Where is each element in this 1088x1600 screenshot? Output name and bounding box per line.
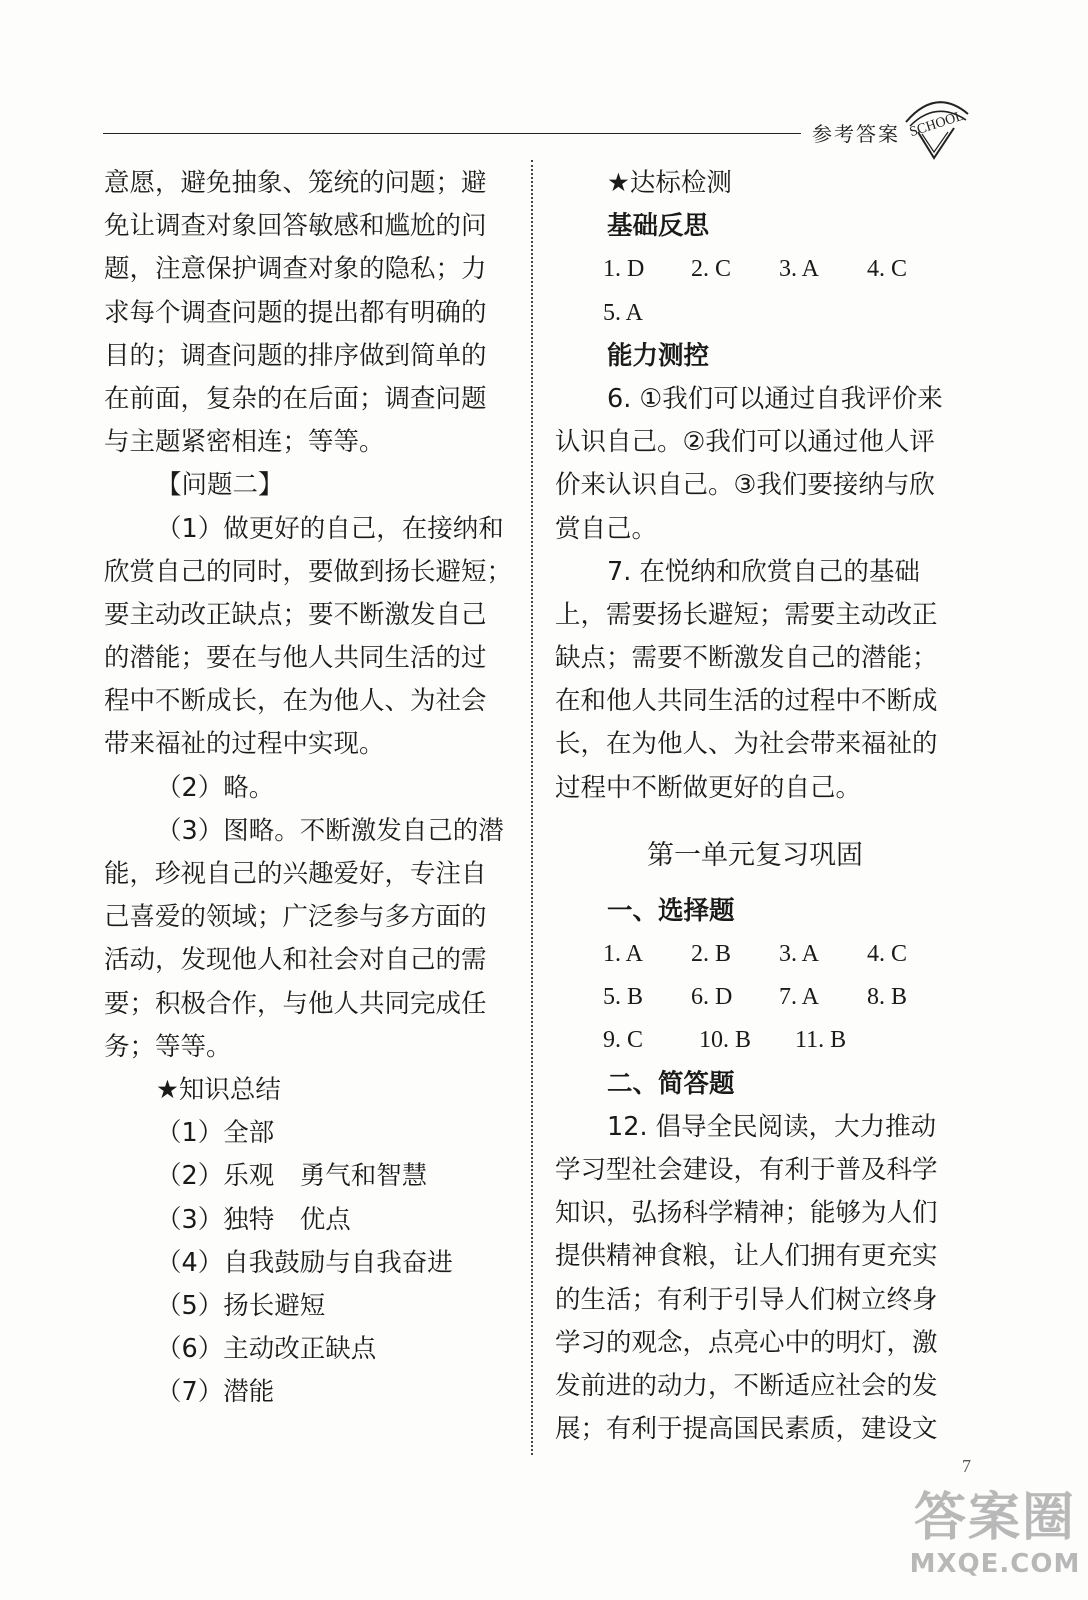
text-line: 【问题二】 [156,470,284,501]
text-line: 的潜能；要在与他人共同生活的过 [104,643,487,674]
header-rule [103,133,801,134]
subheading-basic: 基础反思 [607,211,710,242]
answer-item: 2. B [691,941,732,967]
text-line: 的生活；有利于引导人们树立终身 [555,1284,938,1315]
answer-item: 9. C [603,1027,644,1054]
answer-text [555,1106,955,1452]
text-line: （1）全部 [156,1118,275,1149]
text-line: 发前进的动力，不断适应社会的发 [555,1370,938,1401]
answer-item: 10. B [699,1027,752,1054]
school-logo-icon [896,92,976,164]
text-line: 与主题紧密相连；等等。 [104,427,385,458]
answer-grid [555,248,955,334]
text-line: （4）自我鼓励与自我奋进 [156,1247,453,1278]
section-heading: ★达标检测 [607,168,732,198]
text-line: 在和他人共同生活的过程中不断成 [555,686,938,717]
answer-row [555,933,955,976]
text-line: 程中不断成长，在为他人、为社会 [104,686,487,717]
text-line: 6. ①我们可以通过自我评价来 [607,383,943,414]
answer-item: 5. B [603,984,644,1011]
text-line: （2）略。 [156,772,275,803]
answer-item: 1. A [603,941,644,967]
text-line: 认识自己。②我们可以通过他人评 [555,427,935,458]
text-line: 上，需要扬长避短；需要主动改正 [555,599,938,630]
text-line: （3）图略。不断激发自己的潜 [156,815,504,846]
text-line: 意愿，避免抽象、笼统的问题；避 [104,168,487,198]
text-line: 欣赏自己的同时，要做到扬长避短； [104,556,513,587]
answer-item: 3. A [779,256,820,283]
text-line: 知识，弘扬科学精神；能够为人们 [555,1198,938,1229]
text-line: 要；积极合作，与他人共同完成任 [104,988,487,1019]
text-line: 学习型社会建设，有利于普及科学 [555,1154,938,1185]
answer-row [555,1019,955,1062]
subheading-ability: 能力测控 [607,340,710,371]
unit-title: 第一单元复习巩固 [647,839,863,871]
text-line: （5）扬长避短 [156,1290,326,1321]
answer-item: 5. A [603,299,644,326]
text-line: 能，珍视自己的兴趣爱好，专注自 [104,859,487,889]
answer-item: 3. A [779,941,820,967]
text-line: （3）独特 优点 [156,1204,351,1235]
watermark-url: MXQE.COM [909,1549,1081,1579]
text-line: 务；等等。 [104,1031,232,1062]
answer-item: 2. C [691,256,732,283]
answer-row [555,292,955,335]
answer-item: 6. D [691,984,733,1011]
text-line: 提供精神食粮，让人们拥有更充实 [555,1241,938,1272]
text-line: 带来福祉的过程中实现。 [104,729,385,760]
text-line: 缺点；需要不断激发自己的潜能； [555,643,938,674]
answer-item: 1. D [603,256,645,283]
answer-row [555,976,955,1019]
text-line: 赏自己。 [555,513,658,544]
left-column [104,162,513,1414]
watermark-logo: 答案圈 [913,1488,1076,1548]
right-column [555,162,955,1451]
page-number: 7 [962,1456,971,1476]
text-line: （6）主动改正缺点 [156,1334,377,1365]
watermark [905,1488,1085,1598]
text-line: 长，在为他人、为社会带来福祉的 [555,729,938,760]
text-line: 在前面，复杂的在后面；调查问题 [104,383,487,414]
text-line: （7）潜能 [156,1377,275,1408]
text-line: （2）乐观 勇气和智慧 [156,1161,428,1192]
answer-grid [555,933,955,1063]
text-line: 题，注意保护调查对象的隐私；力 [104,254,487,285]
text-line: 要主动改正缺点；要不断激发自己 [104,599,487,630]
text-line: 活动，发现他人和社会对自己的需 [104,945,487,976]
text-line: 12. 倡导全民阅读，大力推动 [607,1111,937,1142]
text-line: 过程中不断做更好的自己。 [555,772,862,803]
column-divider [531,160,533,1455]
logo-text: SCHOOL [907,108,966,141]
text-line: 免让调查对象回答敏感和尴尬的问 [104,211,487,242]
answer-item: 11. B [795,1027,847,1054]
text-line: 求每个调查问题的提出都有明确的 [104,297,487,328]
text-line: 学习的观念，点亮心中的明灯，激 [555,1327,938,1358]
text-line: 展；有利于提高国民素质，建设文 [555,1414,938,1445]
text-line: 己喜爱的领域；广泛参与多方面的 [104,902,487,933]
header-label: 参考答案 [812,122,900,146]
section-short-answer: 二、简答题 [607,1068,735,1099]
text-line: （1）做更好的自己，在接纳和 [156,513,504,544]
text-line: ★知识总结 [156,1074,281,1105]
answer-item: 4. C [867,256,908,283]
answer-item: 8. B [867,984,908,1011]
answer-item: 4. C [867,941,908,967]
answer-row [555,248,955,291]
text-line: 价来认识自己。③我们要接纳与欣 [555,470,935,501]
text-line: 目的；调查问题的排序做到简单的 [104,340,487,371]
answer-text [555,378,955,810]
section-choice: 一、选择题 [607,895,735,926]
answer-item: 7. A [779,984,820,1011]
text-line: 7. 在悦纳和欣赏自己的基础 [607,556,920,587]
